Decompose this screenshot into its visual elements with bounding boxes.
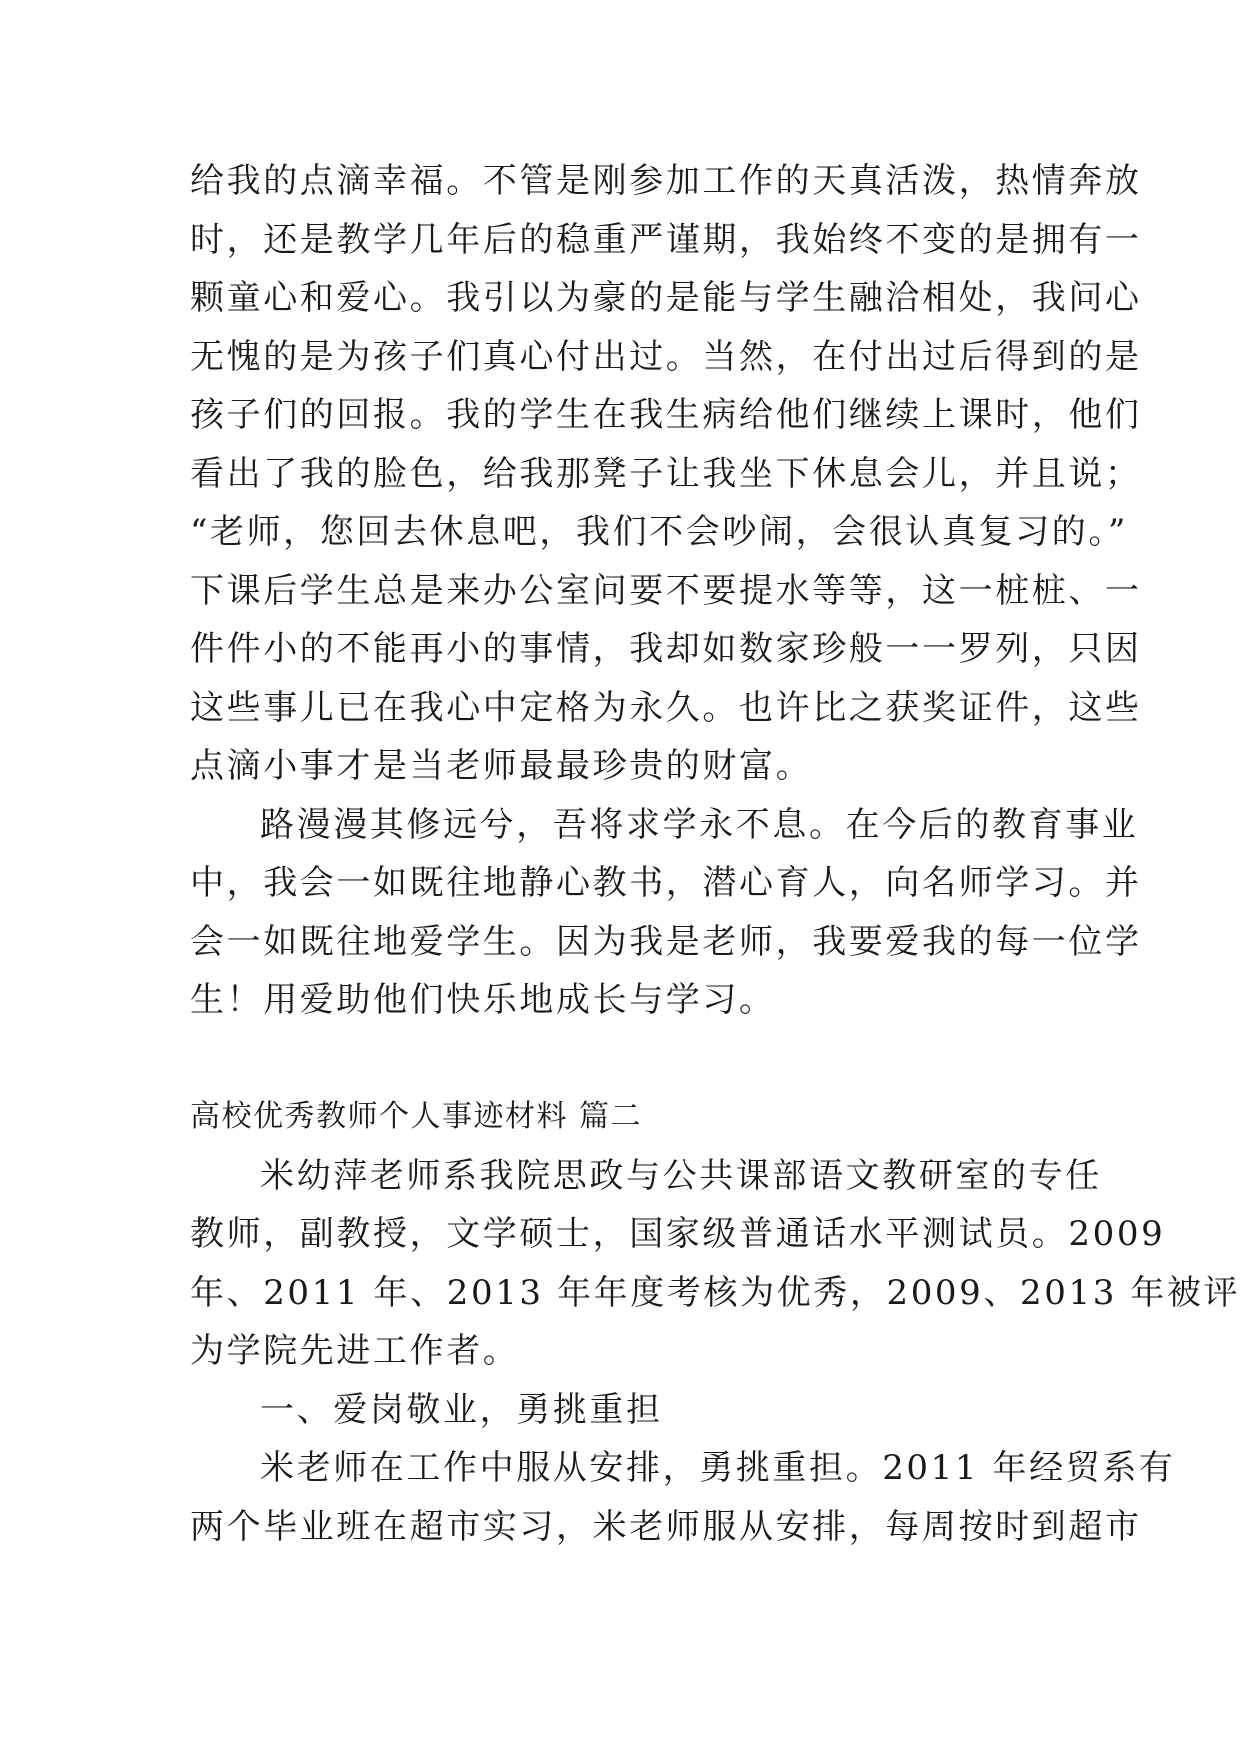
text-line: 给我的点滴幸福。不管是刚参加工作的天真活泼，热情奔放	[190, 161, 1142, 201]
blank-line	[190, 1030, 1050, 1089]
document-body	[190, 152, 1241, 1556]
text-line: 件件小的不能再小的事情，我却如数家珍般一一罗列，只因	[190, 629, 1142, 669]
subheading	[190, 1381, 1050, 1440]
text-line: 教师，副教授，文学硕士，国家级普通话水平测试员。2009	[190, 1214, 1166, 1254]
text-line: 点滴小事才是当老师最最珍贵的财富。	[190, 746, 813, 786]
text-line: 看出了我的脸色，给我那凳子让我坐下休息会儿，并且说；	[190, 453, 1142, 494]
section-paragraph-1	[190, 1147, 1241, 1381]
text-line: 路漫漫其修远兮，吾将求学永不息。在今后的教育事业	[260, 804, 1139, 845]
text-line: 米幼萍老师系我院思政与公共课部语文教研室的专任	[260, 1155, 1102, 1196]
text-line: 孩子们的回报。我的学生在我生病给他们继续上课时，他们	[190, 395, 1142, 435]
text-line: “老师，您回去休息吧，我们不会吵闹，会很认真复习的。”	[190, 512, 1128, 552]
section-title: 高校优秀教师个人事迹材料 篇二	[190, 1099, 643, 1134]
paragraph-1	[190, 152, 1142, 796]
text-line: 这些事儿已在我心中定格为永久。也许比之获奖证件，这些	[190, 687, 1142, 728]
text-line: 中，我会一如既往地静心教书，潜心育人，向名师学习。并	[190, 863, 1142, 903]
text-line: 年、2011 年、2013 年年度考核为优秀，2009、2013 年被评	[190, 1272, 1241, 1313]
text-line: 为学院先进工作者。	[190, 1331, 520, 1371]
text-line: 颗童心和爱心。我引以为豪的是能与学生融洽相处，我问心	[190, 278, 1142, 318]
section-paragraph-2	[190, 1439, 1176, 1556]
text-line: 一、爱岗敬业，勇挑重担	[260, 1389, 663, 1430]
text-line: 生！用爱助他们快乐地成长与学习。	[190, 980, 776, 1020]
text-line: 下课后学生总是来办公室问要不要提水等等，这一桩桩、一	[190, 570, 1142, 611]
paragraph-2	[190, 796, 1142, 1030]
text-line: 会一如既往地爱学生。因为我是老师，我要爱我的每一位学	[190, 921, 1142, 962]
text-line: 无愧的是为孩子们真心付出过。当然，在付出过后得到的是	[190, 336, 1142, 377]
text-line: 两个毕业班在超市实习，米老师服从安排，每周按时到超市	[190, 1506, 1142, 1547]
text-line: 米老师在工作中服从安排，勇挑重担。2011 年经贸系有	[260, 1448, 1176, 1488]
text-line: 时，还是教学几年后的稳重严谨期，我始终不变的是拥有一	[190, 219, 1142, 260]
